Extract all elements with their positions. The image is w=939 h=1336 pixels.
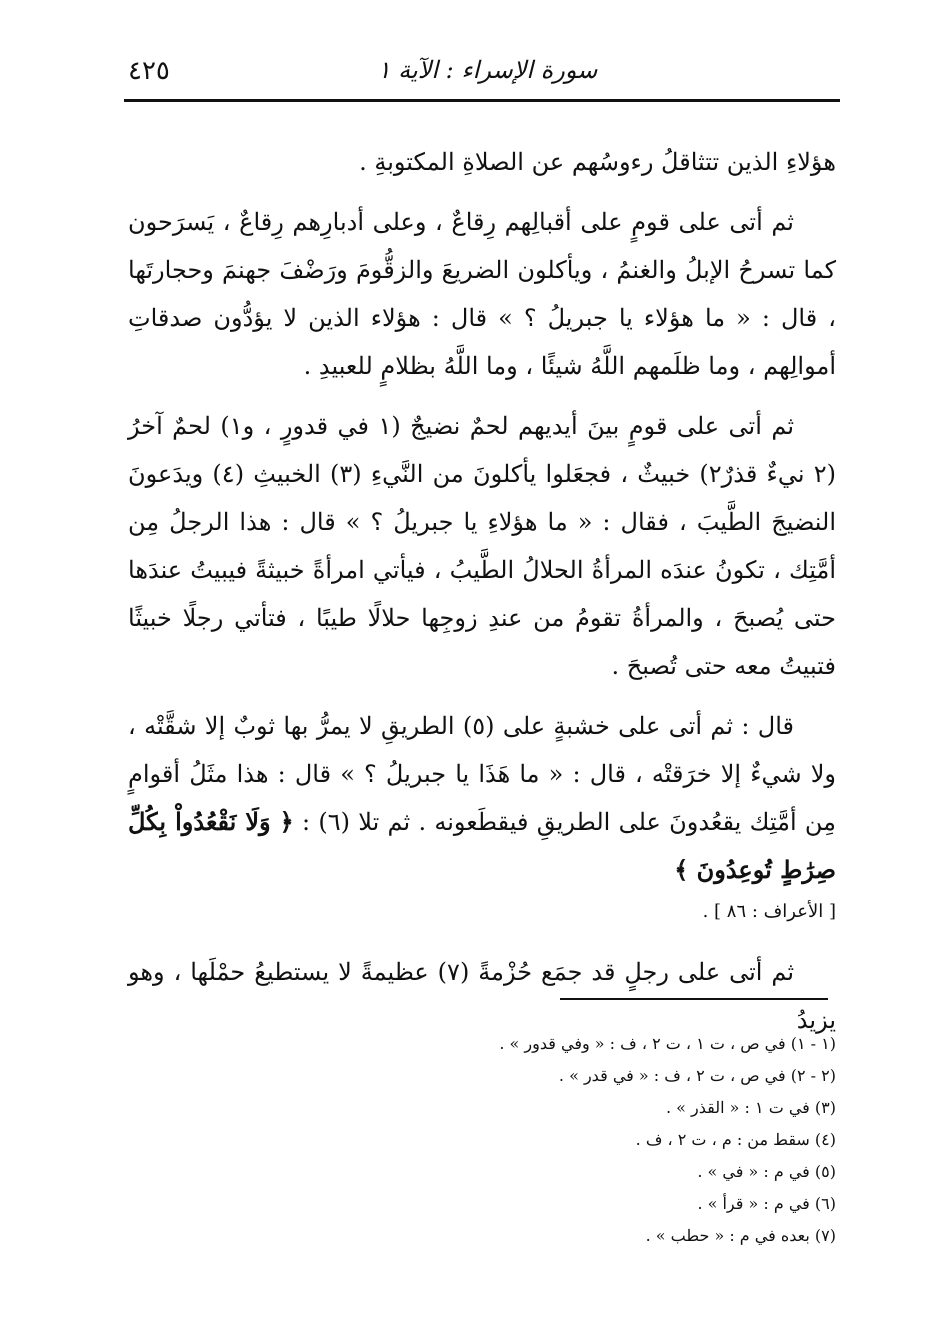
header-rule	[124, 99, 840, 102]
footnote-5: (٥) في م : « في » .	[697, 1162, 836, 1181]
paragraph-2: ثم أتى على قومٍ على أقبالِهم رِقاعٌ ، وعلى أدبارِهم رِقاعٌ ، يَسرَحون كما تسرحُ الإبلُ والغنمُ ، ويأكلون الضريعَ والزقُّومَ ورَضْفَ جهنمَ وحجارتَها ، قال : « ما هؤلاء يا جبريلُ ؟ » قال : هؤلاء الذين لا يؤدُّون صدقاتِ أموالِهم ، وما ظلَمهم اللَّهُ شيئًا ، وما اللَّهُ بظلامٍ للعبيدِ .	[128, 208, 836, 380]
footnote-2: (٢ - ٢) في ص ، ت ٢ ، ف : « في قدر » .	[558, 1066, 836, 1085]
paragraph-4-text: قال : ثم أتى على خشبةٍ على (٥) الطريقِ لا يمرُّ بها ثوبٌ إلا شقَّتْه ، ولا شيءٌ إلا خرَقتْه ، قال : « ما هَذَا يا جبريلُ ؟ » قال : هذا مثَلُ أقوامٍ مِن أمَّتِك يقعُدونَ على الطريقِ فيقطَعونه . ثم تلا (٦) :	[128, 712, 837, 836]
running-title: سورة الإسراء : الآية ١	[377, 56, 598, 84]
footnote-1: (١ - ١) في ص ، ت ١ ، ت ٢ ، ف : « وفي قدور » .	[499, 1034, 836, 1053]
paragraph-4	[128, 702, 836, 894]
footnote-4: (٤) سقط من : م ، ت ٢ ، ف .	[635, 1130, 836, 1149]
footnote-separator	[560, 998, 828, 1000]
page-number: ٤٢٥	[128, 56, 170, 86]
main-text	[128, 138, 836, 1056]
verse-citation: [ الأعراف : ٨٦ ] .	[702, 901, 836, 922]
page-header	[128, 52, 847, 98]
footnote-7: (٧) بعده في م : « حطب » .	[645, 1226, 836, 1245]
footnote-3: (٣) في ت ١ : « القذر » .	[665, 1098, 836, 1117]
paragraph-5: ثم أتى على رجلٍ قد جمَع حُزْمةً (٧) عظيمةً لا يستطيعُ حمْلَها ، وهو يزيدُ	[128, 958, 836, 1034]
quran-verse: ﴿ وَلَا نَقْعُدُواْ بِكُلِّ صِرَٰطٍ تُوعِدُونَ ﴾	[128, 807, 836, 884]
paragraph-1: هؤلاءِ الذين تتثاقلُ رءوسُهم عن الصلاةِ المكتوبةِ .	[359, 148, 836, 176]
footnotes	[360, 1028, 836, 1252]
paragraph-3: ثم أتى على قومٍ بينَ أيديهم لحمٌ نضيجٌ (١ في قدورٍ ، و١) لحمٌ آخرُ (٢ نيءٌ قذرٌ٢) خبيثٌ ، فجعَلوا يأكلونَ من النَّيءِ (٣) الخبيثِ (٤) ويدَعونَ النضيجَ الطَّيبَ ، فقال : « ما هؤلاءِ يا جبريلُ ؟ » قال : هذا الرجلُ مِن أمَّتِك ، تكونُ عندَه المرأةُ الحلالُ الطَّيبُ ، فيأتي امرأةً خبيثةً فيبيتُ عندَها حتى يُصبحَ ، والمرأةُ تقومُ من عندِ زوجِها حلالًا طيبًا ، فتأتي رجلًا خبيثًا فتبيتُ معه حتى تُصبحَ .	[128, 412, 837, 680]
footnote-6: (٦) في م : « قرأ » .	[697, 1194, 836, 1213]
